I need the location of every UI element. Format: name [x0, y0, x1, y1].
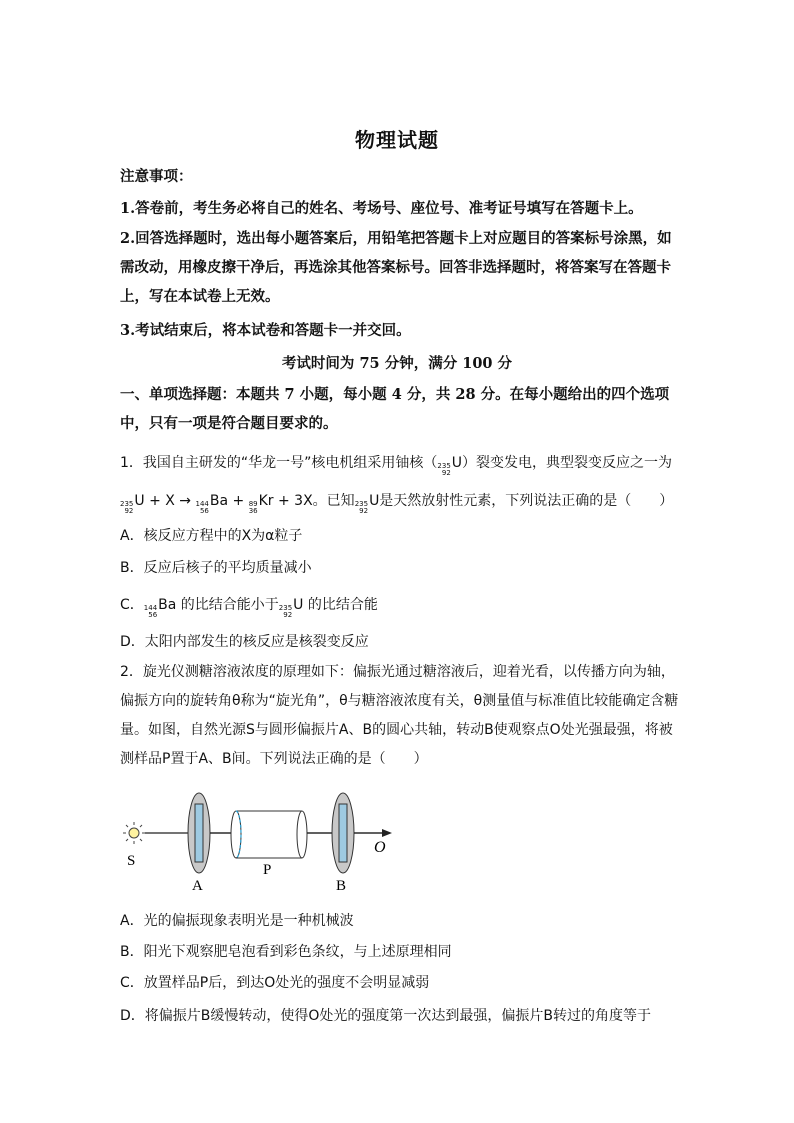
question-2-stem: 2．旋光仪测糖溶液浓度的原理如下：偏振光通过糖溶液后，迎着光看，以传播方向为轴，偏振方向的旋转角θ称为“旋光角”，θ与糖溶液浓度有关，θ测量值与标准值比较能确定含糖量。如图，自然光源S与圆形偏振片A、B的圆心共轴，转动B使观察点O处光强最强，将被测样品P置于A、B间。下列说法正确的是（ ） [120, 664, 679, 767]
question-2-option-a[interactable]: A．光的偏振现象表明光是一种机械波 [120, 913, 354, 929]
notice-item-2: 2.回答选择题时，选出每小题答案后，用铅笔把答题卡上对应题目的答案标号涂黑，如需改动，用橡皮擦干净后，再选涂其他答案标号。回答非选择题时，将答案写在答题卡上，写在本试卷上无效。 [120, 230, 672, 305]
question-1-option-b[interactable]: B．反应后核子的平均质量减小 [120, 560, 312, 576]
uranium-nuclide: 235 92 [437, 462, 451, 477]
section-heading: 一、单项选择题：本题共 7 小题，每小题 4 分，共 28 分。在每小题给出的四个选项中，只有一项是符合题目要求的。 [120, 386, 670, 432]
question-1-line-1: 1．我国自主研发的“华龙一号”核电机组采用铀核（ 235 92 U）裂变发电，典型裂变反应之一为 [120, 449, 690, 478]
question-1-option-a[interactable]: A．核反应方程中的X为α粒子 [120, 528, 303, 544]
question-1-option-d[interactable]: D．太阳内部发生的核反应是核裂变反应 [120, 634, 369, 650]
label-p: P [263, 862, 272, 878]
notice-item-3: 3.考试结束后，将本试卷和答题卡一并交回。 [120, 322, 411, 339]
label-s: S [127, 853, 136, 869]
notice-item-1: 1.答卷前，考生务必将自己的姓名、考场号、座位号、准考证号填写在答题卡上。 [120, 200, 643, 217]
label-a: A [192, 878, 203, 894]
sample-cylinder [210, 811, 333, 858]
question-2-option-b[interactable]: B．阳光下观察肥皂泡看到彩色条纹，与上述原理相同 [120, 944, 452, 960]
question-2-option-d[interactable]: D．将偏振片B缓慢转动，使得O处光的强度第一次达到最强，偏振片B转过的角度等于 [120, 1008, 652, 1024]
notice-heading: 注意事项： [120, 168, 193, 185]
exam-info: 考试时间为 75 分钟，满分 100 分 [281, 355, 513, 372]
polarizer-a [188, 793, 210, 873]
question-1-option-c[interactable]: C． 144 56 Ba 的比结合能小于 235 92 U 的比结合能 [120, 597, 378, 619]
label-b: B [336, 878, 347, 894]
question-2-option-c[interactable]: C．放置样品P后，到达O处光的强度不会明显减弱 [120, 975, 430, 991]
question-1-equation: 235 92 U + X → 144 56 Ba + 89 36 Kr + 3X。已知 235 92 U是天然放射性元素，下列说法正确的是（ ） [120, 493, 674, 515]
polarizer-figure [112, 782, 412, 902]
sun-icon [123, 822, 145, 844]
label-o: O [374, 839, 386, 856]
polarizer-b [332, 793, 354, 873]
page-title: 物理试题 [355, 128, 439, 152]
